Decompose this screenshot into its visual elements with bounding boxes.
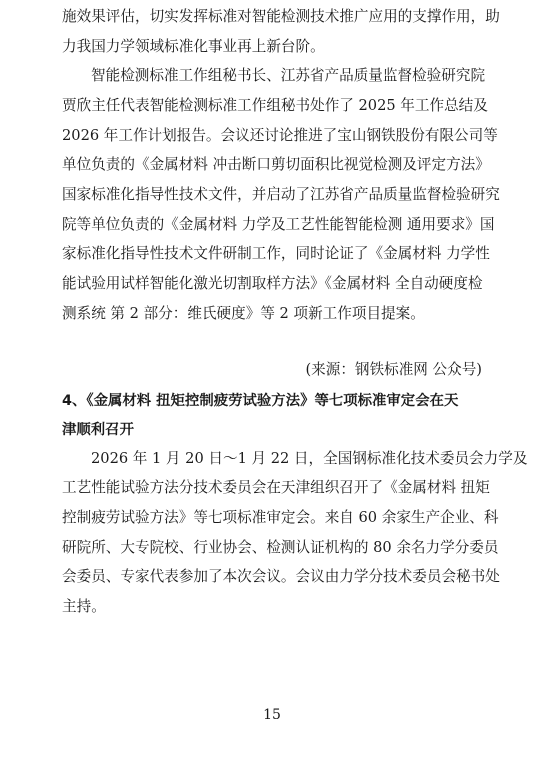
paragraph-3-line-1: 2026 年 1 月 20 日～1 月 22 日，全国钢标准化技术委员会力学及 [91, 450, 528, 467]
paragraph-2-line-1: 智能检测标准工作组秘书长、江苏省产品质量监督检验研究院 [91, 67, 486, 84]
paragraph-2-line-8: 能试验用试样智能化激光切割取样方法》《金属材料 全自动硬度检 [62, 275, 483, 292]
paragraph-3-line-3: 控制疲劳试验方法》等七项标准审定会。来自 60 余家生产企业、科 [62, 509, 499, 526]
section-heading-line-1: 4、《金属材料 扭矩控制疲劳试验方法》等七项标准审定会在天 [62, 393, 459, 409]
paragraph-3-line-2: 工艺性能试验方法分技术委员会在天津组织召开了《金属材料 扭矩 [62, 479, 490, 496]
paragraph-1-line-2: 力我国力学领域标准化事业再上新台阶。 [62, 38, 325, 55]
paragraph-3-line-5: 会委员、专家代表参加了本次会议。会议由力学分技术委员会秘书处 [62, 568, 500, 585]
page-number: 15 [263, 707, 281, 723]
paragraph-2-line-7: 家标准化指导性技术文件研制工作，同时论证了《金属材料 力学性 [62, 245, 490, 262]
paragraph-2-line-5: 国家标准化指导性技术文件，并启动了江苏省产品质量监督检验研究 [62, 186, 500, 203]
paragraph-2-line-3: 2026 年工作计划报告。会议还讨论推进了宝山钢铁股份有限公司等 [62, 127, 498, 144]
paragraph-2-line-9: 测系统 第 2 部分：维氏硬度》等 2 项新工作项目提案。 [62, 305, 425, 322]
paragraph-2-line-2: 贾欣主任代表智能检测标准工作组秘书处作了 2025 年工作总结及 [62, 97, 488, 114]
paragraph-3-line-4: 研院所、大专院校、行业协会、检测认证机构的 80 余名力学分委员 [62, 539, 499, 556]
section-heading-line-2: 津顺利召开 [62, 422, 134, 438]
paragraph-2-line-6: 院等单位负责的《金属材料 力学及工艺性能智能检测 通用要求》国 [62, 216, 495, 233]
paragraph-3-line-6: 主持。 [62, 598, 106, 615]
paragraph-1-line-1: 施效果评估，切实发挥标准对智能检测技术推广应用的支撑作用，助 [62, 8, 500, 25]
source-attribution: (来源：钢铁标准网 公众号) [305, 361, 482, 378]
paragraph-2-line-4: 单位负责的《金属材料 冲击断口剪切面积比视觉检测及评定方法》 [62, 156, 490, 173]
